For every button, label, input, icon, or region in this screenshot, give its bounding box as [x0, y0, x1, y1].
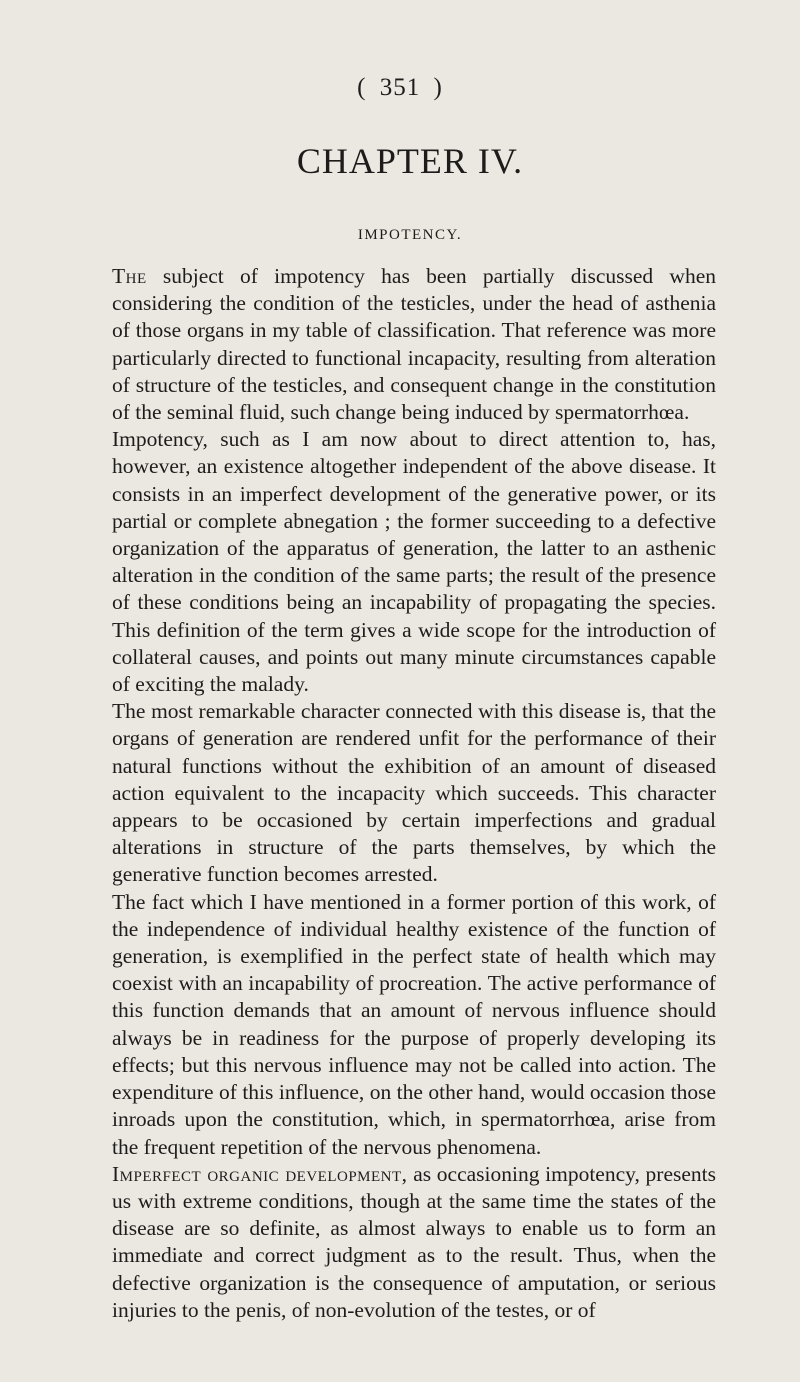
paragraph-text: Impotency, such as I am now about to direct attention to, has, however, an existence altogether independent of the above disease. It consists in an imperfect development of the generative power, or its partial or complete abnegation ; the former succeeding to a defective organization of the apparatus of generation, the latter to an asthenic alteration in the condition of the same parts; the result of the presence of these conditions being an incapability of propagating the species. This definition of the term gives a wide scope for the introduction of collateral causes, and points out many minute circumstances capable of exciting the malady.	[112, 427, 716, 697]
paragraph-text: The fact which I have mentioned in a former portion of this work, of the independence of individual healthy existence of the function of generation, is exemplified in the perfect state of health which may coexist with an incapability of procreation. The active performance of this function demands that an amount of nervous influence should always be in readiness for the purpose of properly developing its effects; but this nervous influence may not be called into action. The expenditure of this influence, on the other hand, would occasion those inroads upon the constitution, which, in spermatorrhœa, arise from the frequent repetition of the nervous phenomena.	[112, 889, 716, 1159]
paragraph-lead: Imperfect organic development,	[112, 1161, 408, 1186]
body-text	[112, 263, 716, 1324]
paragraph	[112, 889, 716, 1161]
paragraph-lead: The	[112, 264, 147, 288]
paragraph	[112, 1161, 716, 1324]
paragraph	[112, 426, 716, 698]
chapter-title: CHAPTER IV.	[296, 141, 524, 181]
paragraph	[112, 263, 716, 426]
paragraph-text: as occasioning impotency, presents us with extreme conditions, though at the same time the states of the disease are so definite, as almost always to enable us to form an immediate and correct judgment as to the result. Thus, when the defective organization is the consequence of amputation, or serious injuries to the penis, of non-evolution of the testes, or of	[112, 1161, 716, 1322]
page-number: ( 351 )	[357, 74, 443, 101]
paragraph-text: The most remarkable character connected with this disease is, that the organs of generation are rendered unfit for the performance of their natural functions without the exhibition of an amount of diseased action equivalent to the incapacity which succeeds. This character appears to be occasioned by certain imperfections and gradual alterations in structure of the parts themselves, by which the generative function becomes arrested.	[112, 699, 716, 887]
chapter-subtitle: IMPOTENCY.	[357, 227, 463, 243]
paragraph	[112, 698, 716, 888]
paragraph-text: subject of impotency has been partially discussed when considering the condition of the testicles, under the head of asthenia of those organs in my table of classification. That reference was more particularly directed to functional incapacity, resulting from alteration of structure of the testicles, and consequent change in the constitution of the seminal fluid, such change being induced by spermatorrhœa.	[112, 264, 716, 425]
